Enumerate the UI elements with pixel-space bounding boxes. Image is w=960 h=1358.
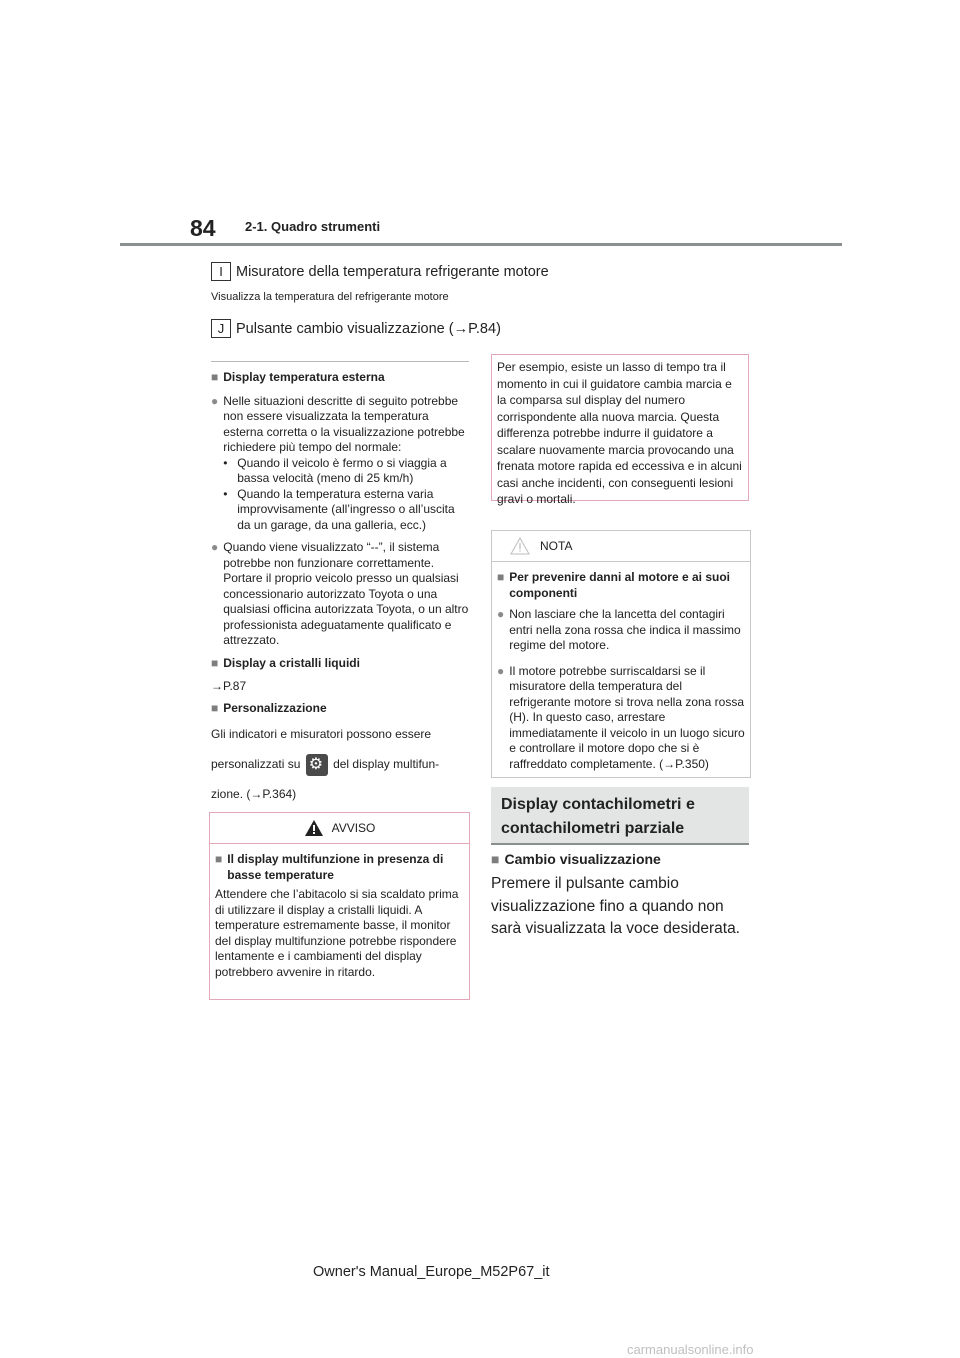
item-i-title: Misuratore della temperatura refrigerante motore [236, 263, 549, 280]
list-item [211, 540, 469, 649]
dash-item: • Quando la temperatura esterna varia improvvisamente (all’ingresso o all’uscita da un garage, da una galleria, ecc.) [223, 487, 469, 534]
dash-text: Quando il veicolo è fermo o si viaggia a bassa velocità (meno di 25 km/h) [237, 455, 447, 485]
warning-continuation-text: Per esempio, esiste un lasso di tempo tra il momento in cui il guidatore cambia marcia e la comparsa sul display del numero corrispondente alla nuova marcia. Questa differenza potrebbe indurre il guidatore a scalare nuovamente marcia provocando una frenata motore rapida ed eccessiva e in alcuni casi anche incidenti, con conseguenti lesioni gravi o mortali. [497, 360, 742, 506]
warning-continuation-box [491, 354, 749, 506]
item-j-heading [211, 319, 501, 338]
heading-lcd [211, 656, 469, 672]
bullet-text: Non lasciare che la lancetta del contagiri entri nella zona rossa che indica il massimo regime del motore. [509, 607, 741, 652]
bullet-text: Il motore potrebbe surriscaldarsi se il misuratore della temperatura del refrigerante motore si trova nella zona rossa (H). In questo caso, arrestare immediatamente il veicolo in un luogo sicuro e controllare il motore dopo che si è raffreddato completamente. (→P.350) [509, 663, 745, 771]
heading-customization [211, 701, 469, 717]
change-display-text: Premere il pulsante cambio visualizzazione fino a quando non sarà visualizzata la voce desiderata. [491, 875, 740, 937]
square-bullet-icon: ■ [211, 700, 219, 715]
note-body [492, 562, 750, 785]
heading-outside-temp [211, 370, 469, 386]
paragraph-text: del display multifun- [333, 757, 440, 771]
item-i-heading [211, 262, 549, 281]
list-item [497, 607, 745, 654]
paragraph-line [211, 750, 469, 778]
circle-bullet-icon: ● [211, 540, 219, 554]
square-bullet-icon: ■ [211, 370, 219, 384]
bullet-text: Nelle situazioni descritte di seguito potrebbe non essere visualizzata la temperatura esterna corretta o la visualizzazione potrebbe richiedere più tempo del normale: [223, 393, 465, 454]
note-header [492, 531, 750, 562]
footer-text: Owner's Manual_Europe_M52P67_it [313, 1264, 550, 1280]
dash-item: • Quando il veicolo è fermo o si viaggia a bassa velocità (meno di 25 km/h) [223, 456, 469, 487]
section-title: 2-1. Quadro strumenti [245, 219, 381, 234]
heading-text: Il display multifunzione in presenza di basse temperature [227, 852, 444, 882]
note-heading [497, 570, 745, 601]
note-title: NOTA [540, 539, 573, 553]
header-divider [120, 243, 842, 246]
note-box [491, 530, 751, 778]
square-bullet-icon: ■ [211, 655, 219, 670]
square-bullet-icon: ■ [497, 570, 505, 584]
list-item [211, 394, 469, 534]
heading-text: Display temperatura esterna [223, 370, 385, 384]
circle-bullet-icon: ● [497, 607, 505, 621]
warning-box [209, 812, 470, 1000]
heading-text: Personalizzazione [223, 700, 327, 715]
item-j-label: J [211, 319, 231, 338]
dash-text: Quando la temperatura esterna varia improvvisamente (all’ingresso o all’uscita da un garage, da una galleria, ecc.) [237, 486, 455, 532]
change-display-heading [491, 851, 661, 867]
gear-icon [306, 754, 328, 776]
watermark: carmanualsonline.info [627, 1342, 754, 1357]
square-bullet-icon: ■ [215, 852, 223, 866]
circle-bullet-icon: ● [211, 393, 219, 408]
warning-triangle-icon [304, 819, 324, 837]
caution-triangle-icon [510, 537, 530, 555]
paragraph-text: Gli indicatori e misuratori possono essere [211, 727, 432, 741]
square-bullet-icon: ■ [491, 851, 500, 867]
circle-bullet-icon: ● [497, 663, 505, 678]
heading-text: Display a cristalli liquidi [223, 655, 360, 670]
paragraph-text: personalizzati su [211, 757, 301, 771]
heading-text: Per prevenire danni al motore e ai suoi componenti [509, 570, 730, 600]
paragraph-text: zione. (→P.364) [211, 787, 297, 801]
item-j-title: Pulsante cambio visualizzazione (→P.84) [236, 320, 501, 337]
warning-text: Attendere che l’abitacolo si sia scaldato prima di utilizzare il display a cristalli liquidi. A temperature estremamente basse, il monitor del display multifunzione potrebbe rispondere lentamente e i cambiamenti del display potrebbero avvenire in ritardo. [215, 887, 459, 979]
display-section-header [491, 787, 749, 845]
heading-text: Cambio visualizzazione [504, 851, 661, 867]
warning-body [210, 844, 469, 986]
page-reference: →P.87 [211, 679, 247, 693]
warning-header [210, 813, 469, 844]
left-column [211, 361, 469, 810]
page-number: 84 [190, 215, 216, 241]
item-i-label: I [211, 262, 231, 281]
warning-heading [215, 852, 464, 883]
bullet-text: Quando viene visualizzato “--”, il sistema potrebbe non funzionare correttamente. Portare il proprio veicolo presso un qualsiasi concessionario autorizzato Toyota o una qualsiasi officina autorizzata Toyota, o un altro professionista adeguatamente qualificato e attrezzato. [223, 540, 469, 647]
display-section-title: Display contachilometri e contachilometri parziale [501, 796, 695, 837]
list-item [497, 664, 745, 773]
item-i-description: Visualizza la temperatura del refrigerante motore [211, 291, 449, 303]
warning-title: AVVISO [331, 821, 376, 835]
